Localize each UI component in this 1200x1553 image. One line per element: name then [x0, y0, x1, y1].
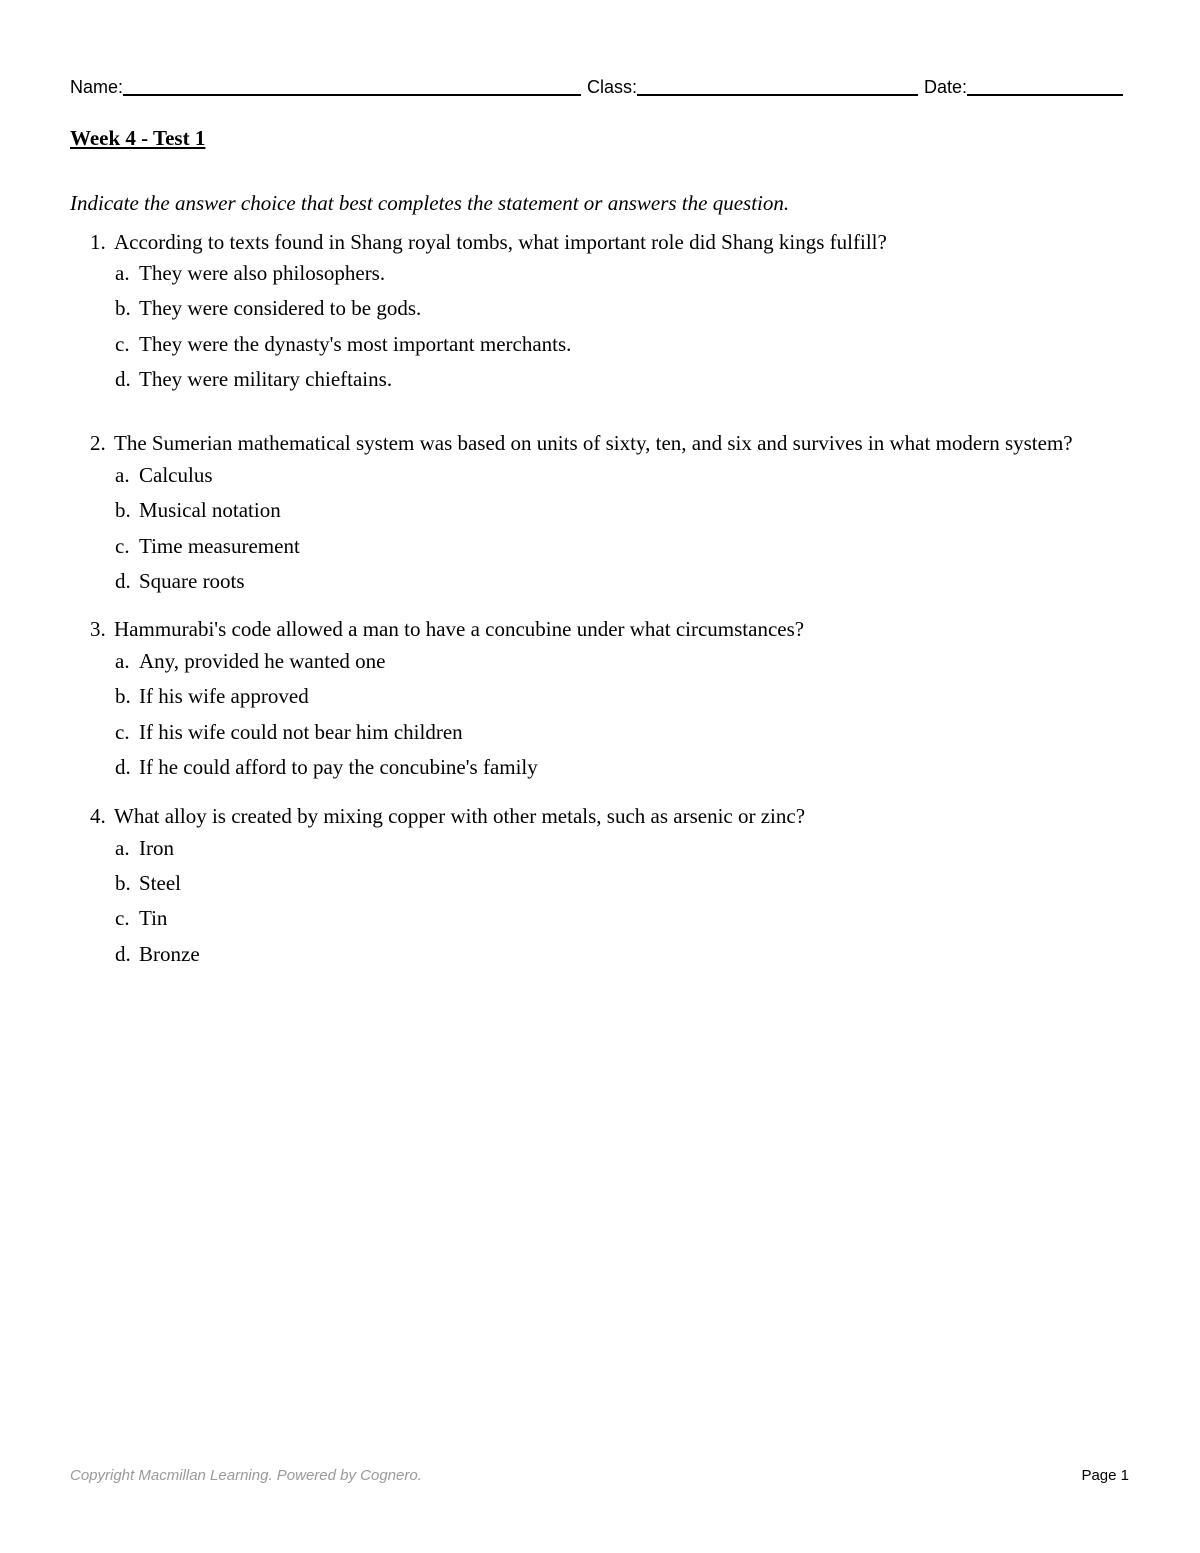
option-letter: b. — [115, 871, 131, 895]
question-2 — [90, 429, 1073, 457]
test-title: Week 4 - Test 1 — [70, 126, 206, 150]
question-text: The Sumerian mathematical system was based on units of sixty, ten, and six and survives in what modern system? — [114, 431, 1073, 455]
option-text: They were considered to be gods. — [139, 296, 422, 320]
option-text: Any, provided he wanted one — [139, 649, 386, 673]
question-2-option-b[interactable] — [115, 496, 281, 524]
date-label: Date: — [924, 77, 968, 97]
option-text: They were the dynasty's most important merchants. — [139, 332, 572, 356]
option-text: If his wife approved — [139, 684, 309, 708]
option-letter: a. — [115, 463, 130, 487]
name-label: Name: — [70, 77, 124, 97]
question-3 — [90, 615, 804, 643]
option-text: Bronze — [139, 942, 200, 966]
option-text: Square roots — [139, 569, 245, 593]
question-1 — [90, 228, 887, 256]
question-4 — [90, 802, 805, 830]
instructions: Indicate the answer choice that best completes the statement or answers the question. — [70, 191, 790, 215]
question-text: According to texts found in Shang royal tombs, what important role did Shang kings fulfill? — [114, 230, 887, 254]
question-4-option-d[interactable] — [115, 940, 200, 968]
question-number: 1. — [90, 230, 106, 254]
question-2-option-d[interactable] — [115, 567, 245, 595]
question-3-option-b[interactable] — [115, 682, 309, 710]
option-text: If he could afford to pay the concubine's family — [139, 755, 538, 779]
option-text: Tin — [139, 906, 168, 930]
page-number: Page 1 — [1081, 1467, 1129, 1484]
option-text: Time measurement — [139, 534, 300, 558]
date-field[interactable] — [967, 74, 1123, 96]
name-field[interactable] — [123, 74, 581, 96]
question-number: 4. — [90, 804, 106, 828]
question-4-option-c[interactable] — [115, 904, 167, 932]
option-letter: b. — [115, 684, 131, 708]
option-letter: a. — [115, 649, 130, 673]
question-number: 3. — [90, 617, 106, 641]
question-text: What alloy is created by mixing copper with other metals, such as arsenic or zinc? — [114, 804, 806, 828]
question-1-option-a[interactable] — [115, 259, 385, 287]
option-letter: b. — [115, 296, 131, 320]
question-3-option-c[interactable] — [115, 718, 463, 746]
option-letter: c. — [115, 332, 130, 356]
question-3-option-a[interactable] — [115, 647, 385, 675]
option-letter: a. — [115, 261, 130, 285]
question-4-option-b[interactable] — [115, 869, 181, 897]
option-letter: c. — [115, 720, 130, 744]
option-letter: c. — [115, 906, 130, 930]
option-text: Steel — [139, 871, 181, 895]
question-2-option-a[interactable] — [115, 461, 213, 489]
question-3-option-d[interactable] — [115, 753, 538, 781]
option-letter: a. — [115, 836, 130, 860]
question-1-option-d[interactable] — [115, 365, 392, 393]
option-text: Musical notation — [139, 498, 281, 522]
option-text: Iron — [139, 836, 174, 860]
option-letter: d. — [115, 755, 131, 779]
option-letter: d. — [115, 367, 131, 391]
option-letter: d. — [115, 942, 131, 966]
option-text: They were also philosophers. — [139, 261, 386, 285]
option-text: Calculus — [139, 463, 213, 487]
header-fields — [70, 72, 1130, 98]
question-1-option-c[interactable] — [115, 330, 571, 358]
question-text: Hammurabi's code allowed a man to have a concubine under what circumstances? — [114, 617, 805, 641]
option-letter: c. — [115, 534, 130, 558]
option-text: They were military chieftains. — [139, 367, 393, 391]
option-text: If his wife could not bear him children — [139, 720, 463, 744]
question-4-option-a[interactable] — [115, 834, 174, 862]
class-field[interactable] — [637, 74, 918, 96]
option-letter: d. — [115, 569, 131, 593]
question-1-option-b[interactable] — [115, 294, 421, 322]
question-number: 2. — [90, 431, 106, 455]
class-label: Class: — [587, 77, 638, 97]
option-letter: b. — [115, 498, 131, 522]
copyright-notice: Copyright Macmillan Learning. Powered by Cognero. — [70, 1467, 422, 1484]
question-2-option-c[interactable] — [115, 532, 300, 560]
